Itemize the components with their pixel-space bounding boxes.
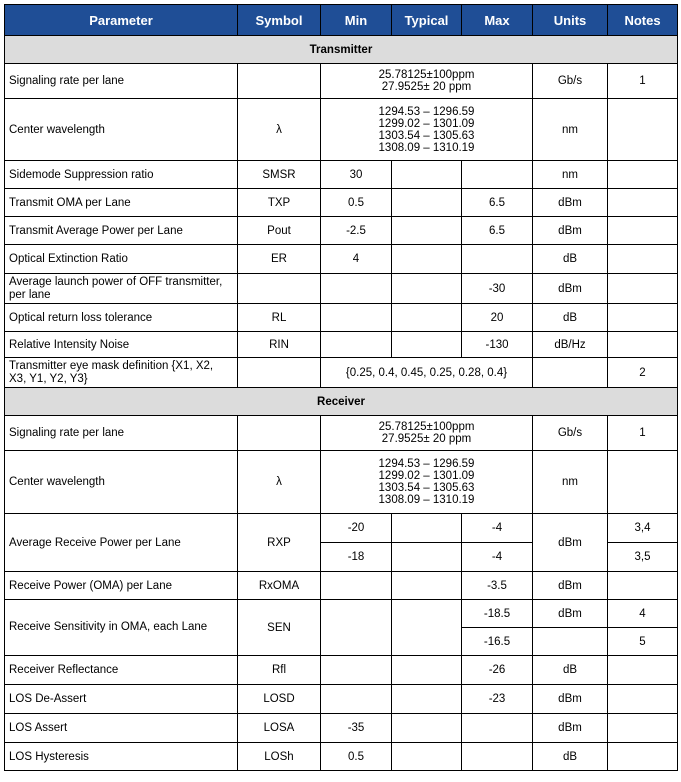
units-cell: Gb/s xyxy=(533,64,608,99)
table-row xyxy=(5,189,678,217)
parameter-cell: Signaling rate per lane xyxy=(5,64,238,99)
units-cell: nm xyxy=(533,161,608,189)
value-span-cell xyxy=(321,99,533,161)
notes-cell xyxy=(608,274,678,304)
header-min: Min xyxy=(321,5,392,36)
header-row xyxy=(5,5,678,36)
max-cell: -18.5 xyxy=(462,600,533,628)
parameter-cell: Receive Sensitivity in OMA, each Lane xyxy=(5,600,238,656)
symbol-cell: RxOMA xyxy=(238,572,321,600)
symbol-cell: RIN xyxy=(238,332,321,358)
min-cell: 0.5 xyxy=(321,189,392,217)
typical-cell xyxy=(392,600,462,656)
units-cell: Gb/s xyxy=(533,416,608,451)
value-line: 1294.53 – 1296.59 xyxy=(378,458,475,470)
max-cell xyxy=(462,743,533,771)
max-cell: -26 xyxy=(462,656,533,685)
units-cell: nm xyxy=(533,99,608,161)
symbol-cell: RL xyxy=(238,304,321,332)
units-cell: dBm xyxy=(533,189,608,217)
value-line: 1294.53 – 1296.59 xyxy=(378,105,475,118)
min-cell: 30 xyxy=(321,161,392,189)
min-cell: -20 xyxy=(321,514,392,543)
symbol-cell: Rfl xyxy=(238,656,321,685)
table-row xyxy=(5,245,678,274)
units-cell: dBm xyxy=(533,217,608,245)
table-row xyxy=(5,514,678,543)
symbol-cell: LOSA xyxy=(238,714,321,743)
symbol-cell: λ xyxy=(238,451,321,514)
max-cell xyxy=(462,161,533,189)
notes-cell xyxy=(608,685,678,714)
max-cell: -130 xyxy=(462,332,533,358)
min-cell xyxy=(321,304,392,332)
parameter-cell: Transmit Average Power per Lane xyxy=(5,217,238,245)
max-cell xyxy=(462,245,533,274)
typical-cell xyxy=(392,189,462,217)
min-cell xyxy=(321,656,392,685)
header-parameter: Parameter xyxy=(5,5,238,36)
typical-cell xyxy=(392,217,462,245)
symbol-cell xyxy=(238,358,321,388)
table-row xyxy=(5,600,678,628)
value-line: 1303.54 – 1305.63 xyxy=(378,129,475,142)
notes-cell: 3,5 xyxy=(608,543,678,572)
max-cell: 20 xyxy=(462,304,533,332)
parameter-cell: Optical Extinction Ratio xyxy=(5,245,238,274)
symbol-cell: Pout xyxy=(238,217,321,245)
units-cell: dB/Hz xyxy=(533,332,608,358)
typical-cell xyxy=(392,714,462,743)
units-cell: dBm xyxy=(533,274,608,304)
symbol-cell: RXP xyxy=(238,514,321,572)
min-cell xyxy=(321,600,392,656)
value-span-cell xyxy=(321,451,533,514)
notes-cell xyxy=(608,304,678,332)
notes-cell: 2 xyxy=(608,358,678,388)
value-line: 27.9525± 20 ppm xyxy=(381,81,472,93)
symbol-cell: SEN xyxy=(238,600,321,656)
table-row xyxy=(5,358,678,388)
notes-cell: 4 xyxy=(608,600,678,628)
parameter-cell: LOS Assert xyxy=(5,714,238,743)
table-row xyxy=(5,714,678,743)
units-cell: dBm xyxy=(533,685,608,714)
max-cell: 6.5 xyxy=(462,217,533,245)
min-cell: 0.5 xyxy=(321,743,392,771)
parameter-cell: Receive Power (OMA) per Lane xyxy=(5,572,238,600)
parameter-cell: Optical return loss tolerance xyxy=(5,304,238,332)
header-notes: Notes xyxy=(608,5,678,36)
table-row xyxy=(5,656,678,685)
table-row xyxy=(5,685,678,714)
units-cell: dB xyxy=(533,245,608,274)
parameter-cell: Average Receive Power per Lane xyxy=(5,514,238,572)
typical-cell xyxy=(392,161,462,189)
header-max: Max xyxy=(462,5,533,36)
parameter-cell: Average launch power of OFF transmitter, per lane xyxy=(5,274,238,304)
units-cell: dB xyxy=(533,304,608,332)
min-cell xyxy=(321,685,392,714)
notes-cell xyxy=(608,217,678,245)
min-cell xyxy=(321,332,392,358)
symbol-cell: TXP xyxy=(238,189,321,217)
units-cell: dB xyxy=(533,656,608,685)
table-row xyxy=(5,64,678,99)
value-line: 1308.09 – 1310.19 xyxy=(378,141,475,154)
table-row xyxy=(5,572,678,600)
max-cell xyxy=(462,714,533,743)
notes-cell xyxy=(608,161,678,189)
symbol-cell: LOSh xyxy=(238,743,321,771)
notes-cell xyxy=(608,572,678,600)
notes-cell xyxy=(608,451,678,514)
typical-cell xyxy=(392,543,462,572)
notes-cell xyxy=(608,332,678,358)
header-symbol: Symbol xyxy=(238,5,321,36)
parameter-cell: Relative Intensity Noise xyxy=(5,332,238,358)
max-cell: -16.5 xyxy=(462,628,533,656)
symbol-cell: SMSR xyxy=(238,161,321,189)
units-cell: dB xyxy=(533,743,608,771)
value-line: 1299.02 – 1301.09 xyxy=(378,117,475,130)
table-row xyxy=(5,161,678,189)
value-line: 25.78125±100ppm xyxy=(378,421,475,433)
parameter-cell: Receiver Reflectance xyxy=(5,656,238,685)
table-row xyxy=(5,99,678,161)
value-line: 1308.09 – 1310.19 xyxy=(378,494,475,506)
section-title: Receiver xyxy=(5,388,678,416)
symbol-cell: LOSD xyxy=(238,685,321,714)
parameter-cell: Center wavelength xyxy=(5,99,238,161)
units-cell: dBm xyxy=(533,572,608,600)
units-cell: dBm xyxy=(533,600,608,628)
units-cell: nm xyxy=(533,451,608,514)
notes-cell: 1 xyxy=(608,416,678,451)
units-cell xyxy=(533,358,608,388)
typical-cell xyxy=(392,274,462,304)
symbol-cell xyxy=(238,274,321,304)
table-row xyxy=(5,743,678,771)
table-row xyxy=(5,416,678,451)
typical-cell xyxy=(392,304,462,332)
table-row xyxy=(5,217,678,245)
min-cell: -2.5 xyxy=(321,217,392,245)
min-cell: 4 xyxy=(321,245,392,274)
min-cell xyxy=(321,274,392,304)
section-receiver xyxy=(5,388,678,416)
min-cell: -35 xyxy=(321,714,392,743)
units-cell: dBm xyxy=(533,514,608,572)
header-typical: Typical xyxy=(392,5,462,36)
max-cell: -23 xyxy=(462,685,533,714)
value-span-cell xyxy=(321,64,533,99)
notes-cell xyxy=(608,99,678,161)
value-span-cell: {0.25, 0.4, 0.45, 0.25, 0.28, 0.4} xyxy=(321,358,533,388)
value-line: 1299.02 – 1301.09 xyxy=(378,470,475,482)
notes-cell: 5 xyxy=(608,628,678,656)
notes-cell xyxy=(608,656,678,685)
parameter-cell: LOS De-Assert xyxy=(5,685,238,714)
min-cell xyxy=(321,572,392,600)
typical-cell xyxy=(392,514,462,543)
parameter-cell: Transmitter eye mask definition {X1, X2, X3, Y1, Y2, Y3} xyxy=(5,358,238,388)
parameter-cell: Center wavelength xyxy=(5,451,238,514)
notes-cell xyxy=(608,245,678,274)
parameter-cell: Sidemode Suppression ratio xyxy=(5,161,238,189)
value-line: 27.9525± 20 ppm xyxy=(381,433,472,445)
parameter-cell: Signaling rate per lane xyxy=(5,416,238,451)
parameter-cell: Transmit OMA per Lane xyxy=(5,189,238,217)
min-cell: -18 xyxy=(321,543,392,572)
typical-cell xyxy=(392,332,462,358)
notes-cell: 1 xyxy=(608,64,678,99)
table-row xyxy=(5,304,678,332)
table-row xyxy=(5,451,678,514)
value-line: 25.78125±100ppm xyxy=(378,69,475,81)
max-cell: -3.5 xyxy=(462,572,533,600)
symbol-cell xyxy=(238,64,321,99)
symbol-cell xyxy=(238,416,321,451)
notes-cell xyxy=(608,189,678,217)
units-cell: dBm xyxy=(533,714,608,743)
max-cell: -4 xyxy=(462,543,533,572)
max-cell: -4 xyxy=(462,514,533,543)
notes-cell: 3,4 xyxy=(608,514,678,543)
table-row xyxy=(5,274,678,304)
notes-cell xyxy=(608,743,678,771)
section-transmitter xyxy=(5,36,678,64)
typical-cell xyxy=(392,656,462,685)
section-title: Transmitter xyxy=(5,36,678,64)
typical-cell xyxy=(392,743,462,771)
parameter-cell: LOS Hysteresis xyxy=(5,743,238,771)
notes-cell xyxy=(608,714,678,743)
value-span-cell xyxy=(321,416,533,451)
value-line: 1303.54 – 1305.63 xyxy=(378,482,475,494)
symbol-cell: λ xyxy=(238,99,321,161)
max-cell: -30 xyxy=(462,274,533,304)
header-units: Units xyxy=(533,5,608,36)
typical-cell xyxy=(392,685,462,714)
units-cell xyxy=(533,628,608,656)
spec-table xyxy=(4,4,678,771)
typical-cell xyxy=(392,245,462,274)
max-cell: 6.5 xyxy=(462,189,533,217)
table-row xyxy=(5,332,678,358)
symbol-cell: ER xyxy=(238,245,321,274)
typical-cell xyxy=(392,572,462,600)
